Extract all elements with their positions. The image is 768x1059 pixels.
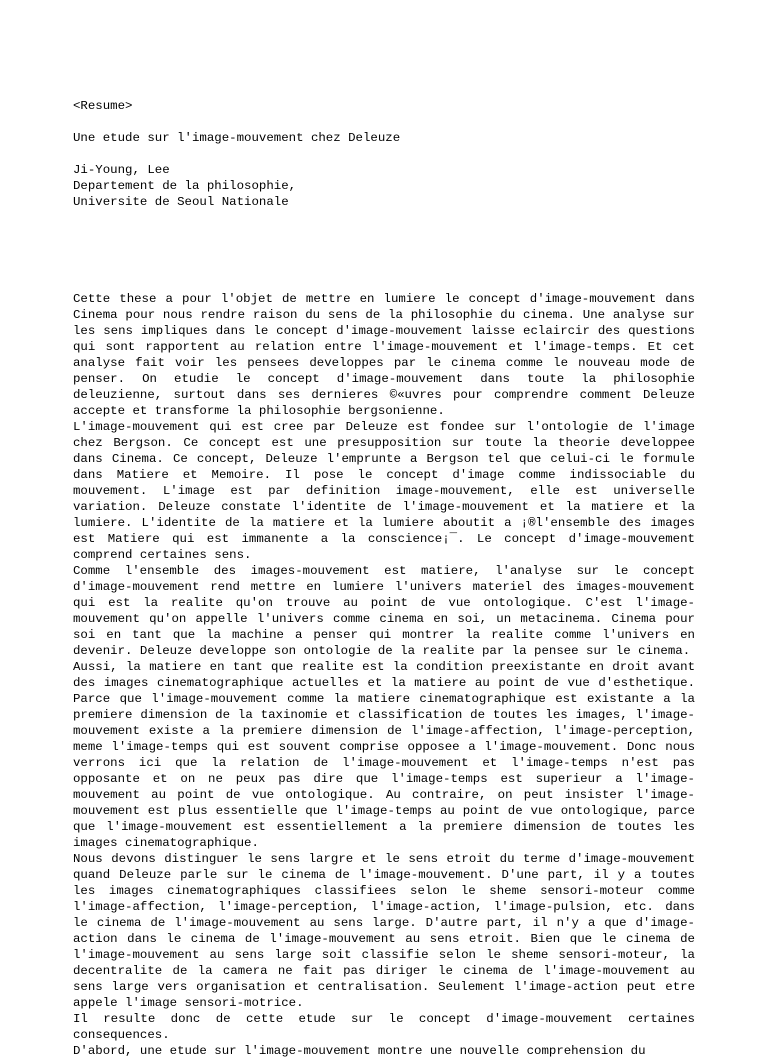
body-paragraph: Comme l'ensemble des images-mouvement est matiere, l'analyse sur le concept d'image-mouvement rend mettre en lumiere l'univers materiel des images-mouvement qui est la realite qu'on trouve au point de vue ontologique. C'est l'image-mouvement qu'on appelle l'univers comme cinema en soi, un metacinema. Cinema pour soi en tant que la machine a penser qui montrer la realite comme l'univers en devenir. Deleuze developpe son ontologie de la realite par la pensee sur le cinema. <box>73 564 695 658</box>
body-paragraph: Cette these a pour l'objet de mettre en lumiere le concept d'image-mouvement dans Cinema pour nous rendre raison du sens de la philosophie du cinema. Une analyse sur les sens impliques dans le concept d'image-mouvement laisse eclaircir des questions qui sont rapportent au relation entre l'image-mouvement et l'image-temps. Et cet analyse fait voir les pensees developpes par le cinema comme le nouveau mode de penser. On etudie le concept d'image-mouvement dans toute la philosophie deleuzienne, surtout dans ses dernieres ©«uvres pour comprendre comment Deleuze accepte et transforme la philosophie bergsonienne. <box>73 292 695 418</box>
spacer <box>73 146 695 162</box>
author-department: Departement de la philosophie, <box>73 179 297 193</box>
spacer <box>73 210 695 291</box>
body-paragraph: L'image-mouvement qui est cree par Deleuze est fondee sur l'ontologie de l'image chez Bergson. Ce concept est une presupposition sur toute la theorie developpee dans Cinema. Ce concept, Deleuze l'emprunte a Bergson tel que celui-ci le formule dans Matiere et Memoire. Il pose le concept d'image comme indissociable du mouvement. L'image est par definition image-mouvement, elle est universelle variation. Deleuze constate l'identite de l'image-mouvement et la matiere et la lumiere. L'identite de la matiere et la lumiere aboutit a ¡®l'ensemble des images est Matiere qui est immanente a la conscience¡¯. Le concept d'image-mouvement comprend certaines sens. <box>73 420 695 562</box>
author-name: Ji-Young, Lee <box>73 163 170 177</box>
document-title: Une etude sur l'image-mouvement chez Deleuze <box>73 131 401 145</box>
resume-tag: <Resume> <box>73 99 133 113</box>
document-page <box>73 98 695 1059</box>
body-paragraph: Il resulte donc de cette etude sur le concept d'image-mouvement certaines consequences. <box>73 1012 695 1042</box>
spacer <box>73 114 695 130</box>
author-university: Universite de Seoul Nationale <box>73 195 289 209</box>
body-paragraph: D'abord, une etude sur l'image-mouvement montre une nouvelle comprehension du <box>73 1044 646 1058</box>
body-paragraph: Nous devons distinguer le sens largre et le sens etroit du terme d'image-mouvement quand Deleuze parle sur le cinema de l'image-mouvement. D'une part, il y a toutes les images cinematographiques classifiees selon le sheme sensori-moteur comme l'image-affection, l'image-perception, l'image-action, l'image-pulsion, etc. dans le cinema de l'image-mouvement au sens large. D'autre part, il n'y a que d'image-action dans le cinema de l'image-mouvement au sens etroit. Bien que le cinema de l'image-mouvement au sens large soit classifie selon le sheme sensori-moteur, la decentralite de la camera ne fait pas diriger le cinema de l'image-mouvement au sens large vers organisation et centralisation. Seulement l'image-action peut etre appele l'image sensori-motrice. <box>73 852 695 1010</box>
body-paragraph: Aussi, la matiere en tant que realite est la condition preexistante en droit avant des images cinematographique actuelles et la matiere au point de vue d'esthetique. Parce que l'image-mouvement comme la matiere cinematographique est existante a la premiere dimension de la taxinomie et classification de toutes les images, l'image-mouvement existe a la premiere dimension de l'image-affection, l'image-perception, meme l'image-temps qui est souvent comprise opposee a l'image-mouvement. Donc nous verrons ici que la relation de l'image-mouvement et l'image-temps n'est pas opposante et on ne peux pas dire que l'image-temps est superieur a l'image-mouvement au point de vue ontologique. Au contraire, on peut insister l'image-mouvement est plus essentielle que l'image-temps au point de vue ontologique, parce que l'image-mouvement est essentiellement a la premiere dimension de toutes les images cinematographique. <box>73 660 695 850</box>
